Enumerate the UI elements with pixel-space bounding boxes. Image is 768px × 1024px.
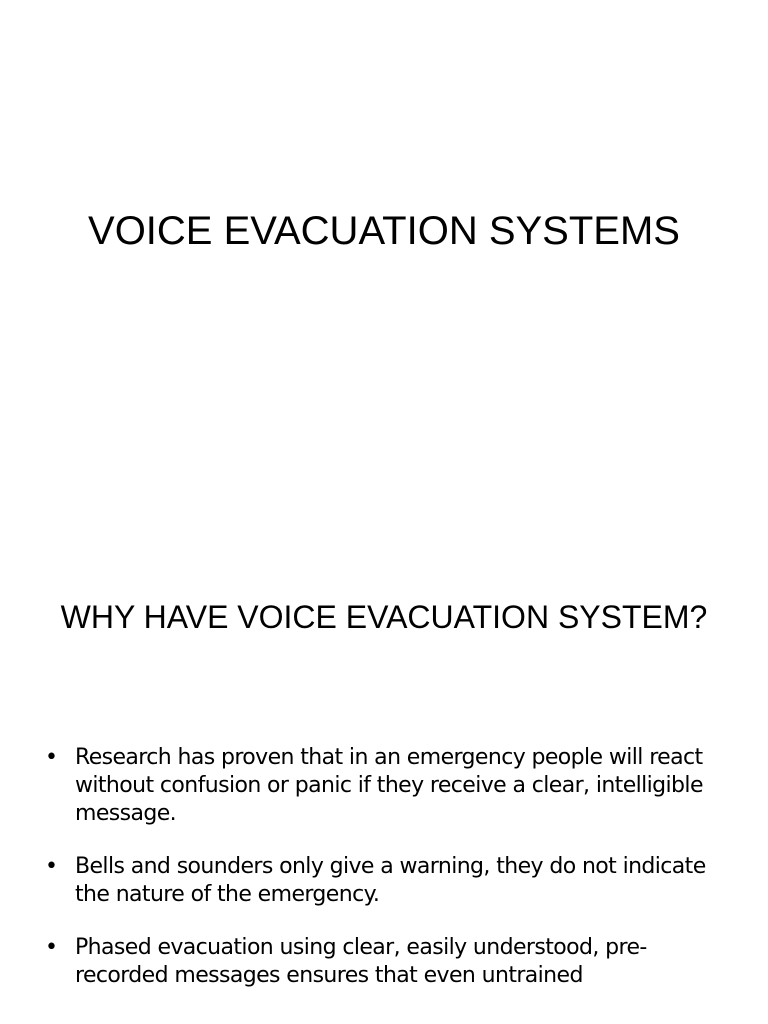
slide-1-title: VOICE EVACUATION SYSTEMS: [88, 209, 680, 253]
bullet-text-1: Research has proven that in an emergency people will react without confusion or panic if they receive a clear, intelligible message.: [75, 745, 703, 826]
bullet-list: [45, 744, 725, 1015]
bullet-item-2: [45, 853, 725, 909]
bullet-icon: •: [45, 854, 58, 879]
bullet-text-2: Bells and sounders only give a warning, they do not indicate the nature of the emergency.: [75, 854, 706, 907]
bullet-icon: •: [45, 935, 58, 960]
bullet-icon: •: [45, 745, 58, 770]
slide-2-title: WHY HAVE VOICE EVACUATION SYSTEM?: [60, 599, 708, 635]
slide-2: [0, 576, 768, 1024]
bullet-text-3: Phased evacuation using clear, easily understood, pre-recorded messages ensures that even untrained: [75, 935, 647, 988]
bullet-item-1: [45, 744, 725, 828]
bullet-item-3: [45, 934, 725, 990]
